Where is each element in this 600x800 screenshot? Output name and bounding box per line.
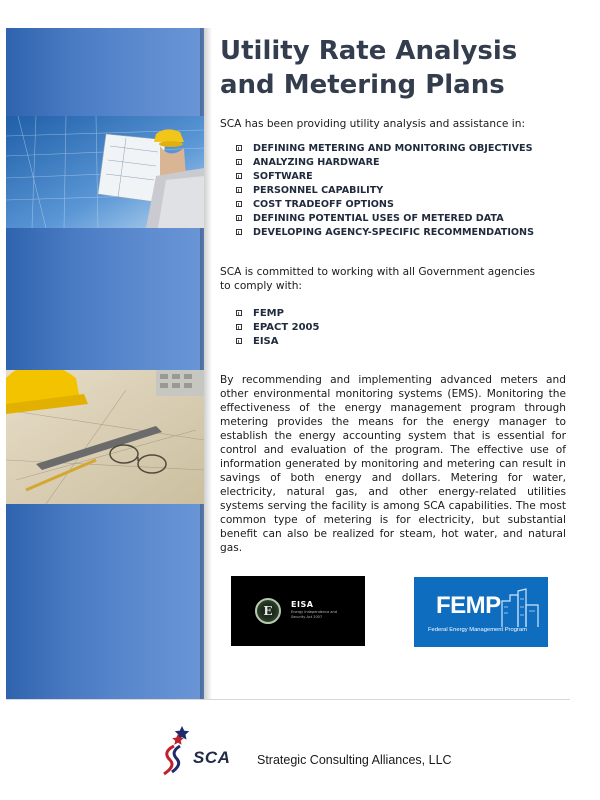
- list-item: EISA: [236, 334, 319, 348]
- femp-logo: [414, 577, 548, 647]
- checkbox-bullet-icon: [236, 159, 242, 165]
- engineer-blueprint-photo: [6, 116, 204, 228]
- compliance-intro-text: SCA is committed to working with all Government agencies to comply with:: [220, 266, 536, 292]
- list-item: DEFINING POTENTIAL USES OF METERED DATA: [236, 211, 534, 225]
- list-item: COST TRADEOFF OPTIONS: [236, 197, 534, 211]
- checkbox-bullet-icon: [236, 324, 242, 330]
- femp-caption: Federal Energy Management Program: [428, 627, 527, 633]
- list-item: FEMP: [236, 306, 319, 320]
- hardhat-desk-photo: [6, 370, 204, 504]
- eisa-emblem-icon: E: [255, 598, 281, 624]
- company-name: Strategic Consulting Alliances, LLC: [257, 753, 452, 767]
- list-item: DEFINING METERING AND MONITORING OBJECTIVES: [236, 141, 534, 155]
- checkbox-bullet-icon: [236, 145, 242, 151]
- eisa-name: EISA: [291, 600, 314, 609]
- intro-text: SCA has been providing utility analysis and assistance in:: [220, 118, 526, 130]
- list-item: DEVELOPING AGENCY-SPECIFIC RECOMMENDATIONS: [236, 225, 534, 239]
- femp-name: FEMP: [436, 592, 501, 619]
- checkbox-bullet-icon: [236, 173, 242, 179]
- eisa-subtitle: Energy Independence and Security Act 2007: [291, 610, 337, 619]
- list-item: SOFTWARE: [236, 169, 534, 183]
- checkbox-bullet-icon: [236, 338, 242, 344]
- compliance-list: [236, 306, 319, 348]
- services-list: [236, 141, 534, 239]
- checkbox-bullet-icon: [236, 229, 242, 235]
- checkbox-bullet-icon: [236, 215, 242, 221]
- eisa-logo: [231, 576, 365, 646]
- building-icon: [498, 587, 542, 629]
- checkbox-bullet-icon: [236, 310, 242, 316]
- list-item: PERSONNEL CAPABILITY: [236, 183, 534, 197]
- list-item: EPACT 2005: [236, 320, 319, 334]
- footer-brand: SCA: [193, 748, 231, 767]
- page-title: Utility Rate Analysis and Metering Plans: [220, 36, 518, 100]
- checkbox-bullet-icon: [236, 201, 242, 207]
- footer-divider: [6, 699, 570, 700]
- list-item: ANALYZING HARDWARE: [236, 155, 534, 169]
- checkbox-bullet-icon: [236, 187, 242, 193]
- body-paragraph: By recommending and implementing advanced meters and other environmental monitoring systems (EMS). Monitoring the effectiveness of the energy management program through metering provides the means for the energy manager to establish the energy accounting system that is essential for control and evaluation of the program. The effective use of information generated by monitoring and metering can result in savings of both energy and dollars. Metering for water, electricity, natural gas, and other energy-related utilities systems serving the facility is among SCA capabilities. The most common type of metering is for electricity, but substantial benefit can also be realized for steam, hot water, and natural gas.: [220, 374, 566, 554]
